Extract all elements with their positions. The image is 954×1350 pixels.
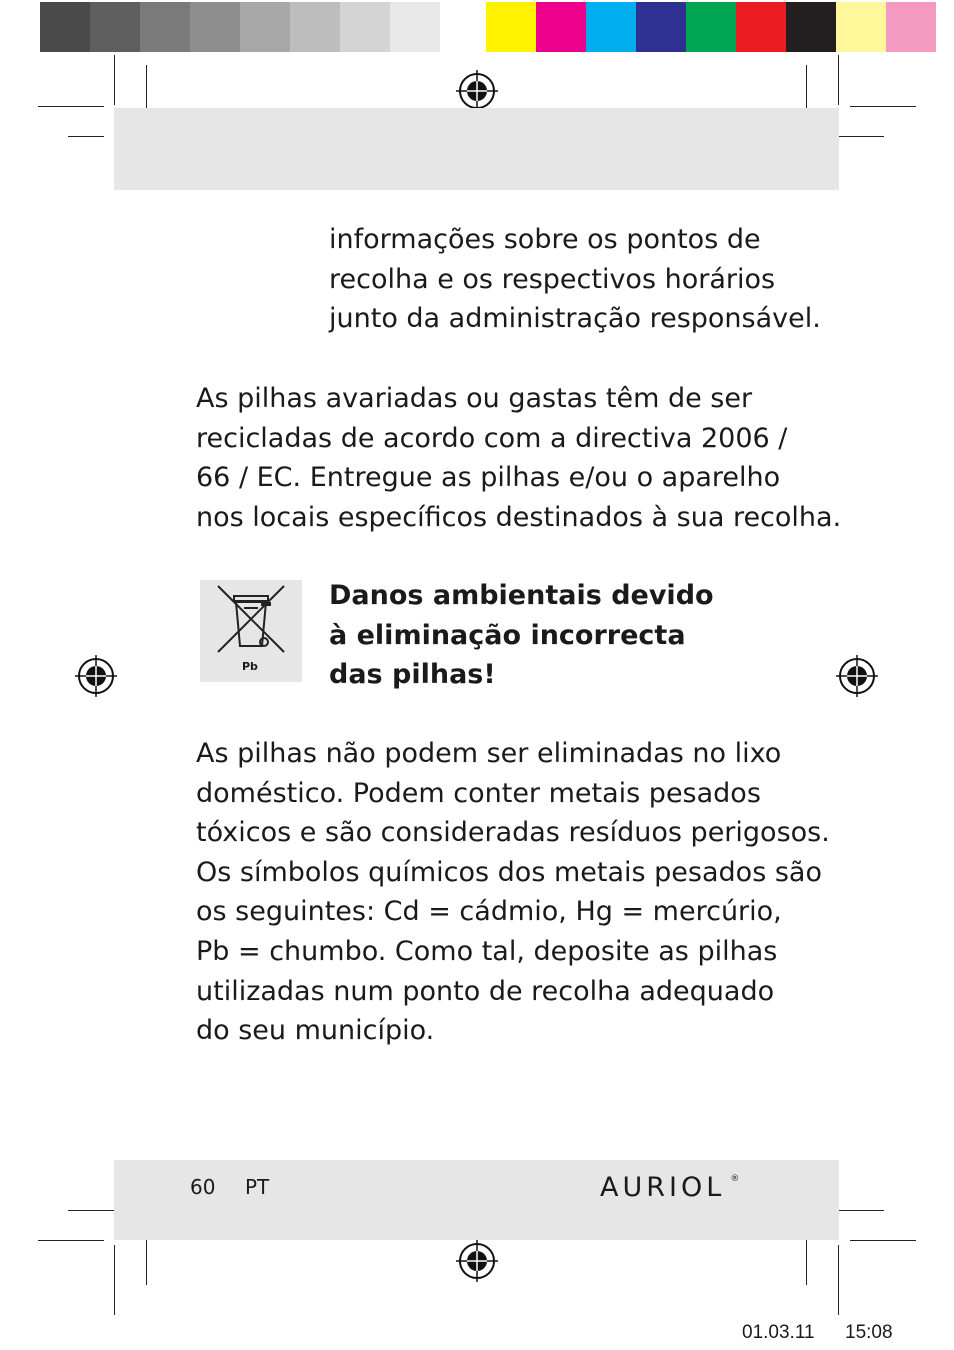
color-swatch [536, 2, 588, 52]
registration-mark-icon [456, 70, 498, 112]
language-code: PT [245, 1175, 270, 1199]
color-swatch [486, 2, 538, 52]
registration-mark-icon [456, 1240, 498, 1282]
color-swatch [636, 2, 688, 52]
crop-mark [38, 106, 104, 107]
color-swatch [836, 2, 888, 52]
heavy-metals-paragraph: As pilhas não podem ser eliminadas no lixo doméstico. Podem conter metais pesados tóxicos e são consideradas resíduos perigosos. Os símbolos químicos dos metais pesados são os seguintes: Cd = cádmio, Hg = mercúrio, Pb = chumbo. Como tal, deposite as pilhas utilizadas num ponto de recolha adequado do seu município. [196, 738, 830, 1047]
crop-mark [850, 106, 916, 107]
color-swatch [240, 2, 292, 52]
crop-mark [38, 1240, 104, 1241]
brand-name: AURIOL [600, 1172, 726, 1203]
registration-mark-icon [75, 655, 117, 697]
crop-mark [68, 1210, 118, 1211]
registered-mark: ® [730, 1174, 740, 1184]
print-date: 01.03.11 [742, 1322, 815, 1343]
color-swatch [340, 2, 392, 52]
color-swatch [440, 2, 492, 52]
bin-icon-label: Pb [242, 660, 258, 673]
header-band [114, 108, 839, 190]
crop-mark [850, 1240, 916, 1241]
color-swatch [586, 2, 638, 52]
color-swatch [290, 2, 342, 52]
crossed-bin-icon [200, 580, 302, 682]
crop-mark [838, 1245, 839, 1315]
warning-heading: Danos ambientais devido à eliminação incorrecta das pilhas! [329, 580, 714, 691]
crop-mark [114, 1245, 115, 1315]
color-swatch [40, 2, 92, 52]
color-swatch [190, 2, 242, 52]
color-swatch [886, 2, 938, 52]
crop-mark [68, 136, 104, 137]
color-swatch [736, 2, 788, 52]
color-swatch [390, 2, 442, 52]
directive-paragraph: As pilhas avariadas ou gastas têm de ser recicladas de acordo com a directiva 2006 / 66 / EC. Entregue as pilhas e/ou o aparelho nos locais específicos destinados à sua recolha. [196, 383, 842, 533]
page-number: 60 [190, 1175, 216, 1199]
intro-paragraph: informações sobre os pontos de recolha e os respectivos horários junto da administração responsável. [329, 224, 821, 335]
color-swatch [140, 2, 192, 52]
registration-mark-icon [836, 655, 878, 697]
crop-mark [838, 55, 839, 105]
color-swatch [686, 2, 738, 52]
crop-mark [114, 55, 115, 105]
print-time: 15:08 [845, 1322, 893, 1343]
color-swatch [90, 2, 142, 52]
color-swatch [786, 2, 838, 52]
brand-logo [600, 1168, 739, 1208]
